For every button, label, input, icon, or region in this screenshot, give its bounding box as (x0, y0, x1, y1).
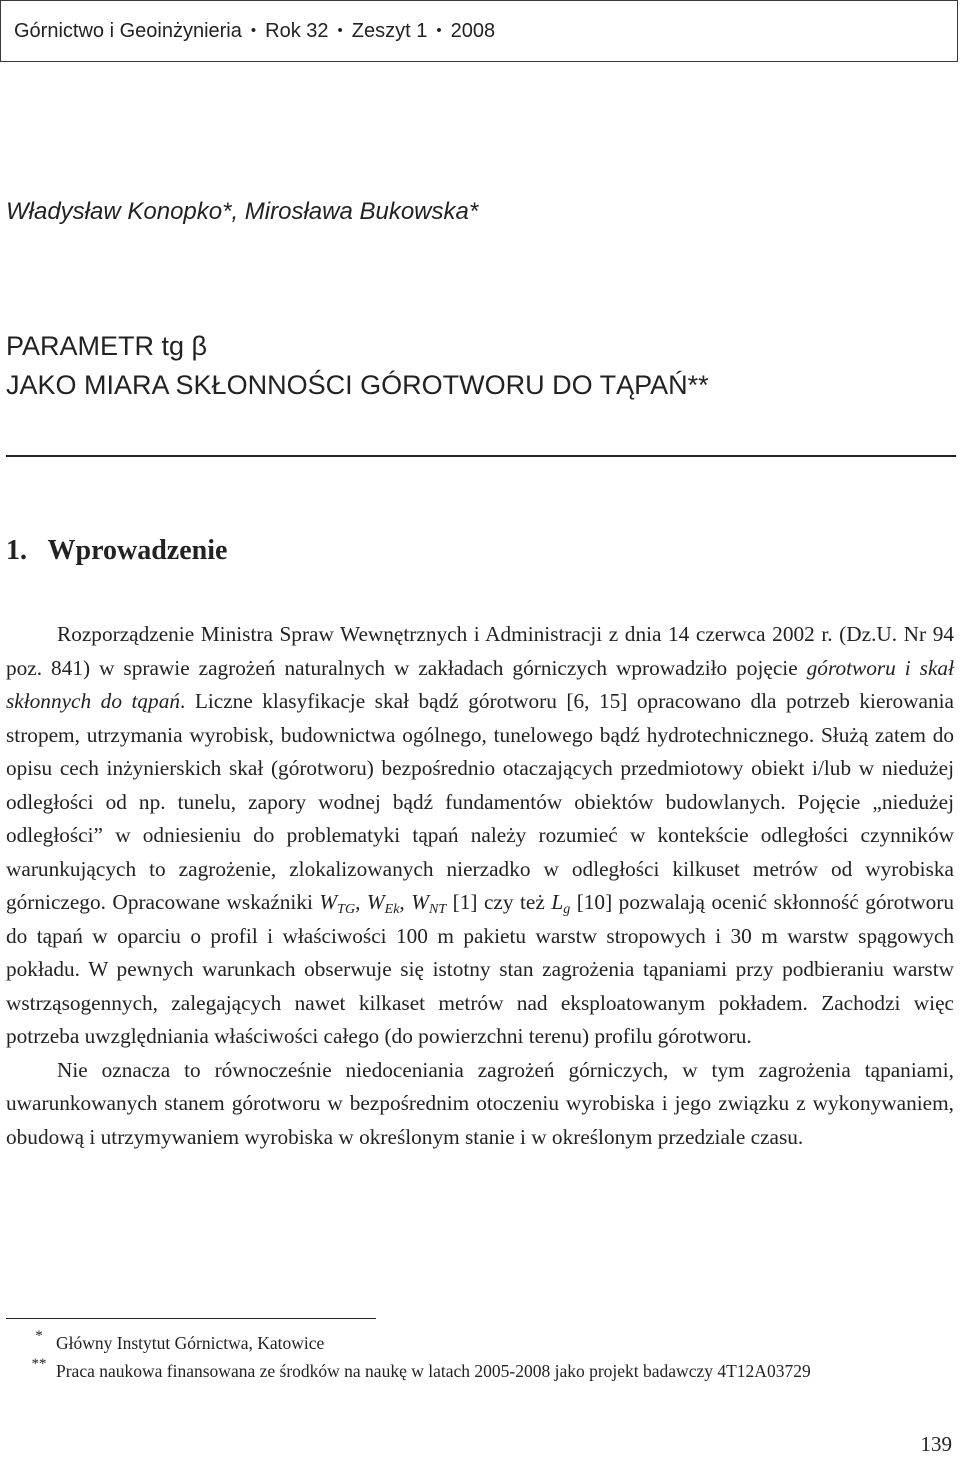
symbol-w-nt: $W_{NT}$ (411, 890, 447, 917)
title-line-1: PARAMETR tg β (6, 331, 208, 361)
journal-year: 2008 (450, 19, 496, 42)
footnote-mark: * (35, 1328, 43, 1344)
journal-volume: Rok 32 (265, 19, 329, 42)
footnotes (22, 1329, 811, 1385)
footnote-text: Praca naukowa finansowana ze środków na naukę w latach 2005-2008 jako projekt badawczy 4T12A03729 (56, 1361, 811, 1381)
bullet-separator: • (337, 21, 343, 39)
footnote-divider (6, 1318, 376, 1319)
body-text (6, 618, 954, 1154)
bullet-separator: • (250, 21, 257, 39)
section-number: 1. (6, 535, 27, 566)
section-heading (6, 535, 227, 567)
footnote-text: Główny Instytut Górnictwa, Katowice (56, 1333, 325, 1353)
title-line-2: JAKO MIARA SKŁONNOŚCI GÓROTWORU DO TĄPAŃ** (6, 370, 709, 400)
paragraph-2: Nie oznacza to równocześnie niedoceniania zagrożeń górniczych, w tym zagrożenia tąpaniami, uwarunkowanych stanem górotworu w bezpośrednim otoczeniu wyrobiska i jego związku z wykonywaniem, obudową i utrzymywaniem wyrobiska w określonym stanie i w określonym przedziale czasu. (6, 1057, 954, 1149)
paper-title (6, 327, 906, 405)
footnote-mark: ** (31, 1356, 47, 1372)
symbol-l-g: $L_g$ (551, 890, 571, 917)
symbol-w-tg: $W_{TG}$ (319, 890, 356, 917)
symbol-w-ek: $W_{Ek}$ (366, 890, 400, 917)
footnote (22, 1357, 811, 1385)
footnote (22, 1329, 811, 1357)
section-title: Wprowadzenie (47, 535, 228, 566)
journal-header (0, 0, 958, 62)
title-divider (6, 455, 956, 457)
paragraph-1: Rozporządzenie Ministra Spraw Wewnętrznych i Administracji z dnia 14 czerwca 2002 r. (Dz.U. Nr 94 poz. 841) w sprawie zagrożeń naturalnych w zakładach górniczych wprowadziło pojęcie górotworu i skał skłonnych do tąpań. Liczne klasyfikacje skał bądź górotworu [6, 15] opracowano dla potrzeb kierowania stropem, utrzymania wyrobisk, budownictwa ogólnego, tunelowego bądź hydrotechnicznego. Służą zatem do opisu cech inżynierskich skał (górotworu) bezpośrednio otaczających przedmiotowy obiekt i/lub w niedużej odległości od np. tunelu, zapory wodnej bądź fundamentów obiektów budowlanych. Pojęcie „niedużej odległości” w odniesieniu do problematyki tąpań należy rozumieć w kontekście odległości czynników warunkujących to zagrożenie, zlokalizowanych nierzadko w odległości kilkuset metrów od wyrobiska górniczego. Opracowane wskaźniki $W_{TG}$, $W_{Ek}$, $W_{NT}$ [1] czy też $L_g$ [10] pozwalają ocenić skłonność górotworu do tąpań w oparciu o profil i właściwości 100 m pakietu warstw stropowych i 30 m warstw spągowych pokładu. W pewnych warunkach obserwuje się istotny stan zagrożenia tąpaniami przy podbieraniu warstw wstrząsogennych, zalegających nawet kilkaset metrów nad eksploatowanym pokładem. Zachodzi więc potrzeba uwzględniania właściwości całego (do powierzchni terenu) profilu górotworu. (6, 622, 955, 1048)
italic-term: górotworu i skał skłonnych do tąpań (6, 655, 954, 713)
bullet-separator: • (436, 21, 442, 39)
authors: Władysław Konopko*, Mirosława Bukowska* (6, 198, 479, 225)
journal-issue: Zeszyt 1 (351, 19, 428, 42)
page-number: 139 (920, 1432, 952, 1456)
journal-title: Górnictwo i Geoinżynieria (14, 19, 242, 42)
